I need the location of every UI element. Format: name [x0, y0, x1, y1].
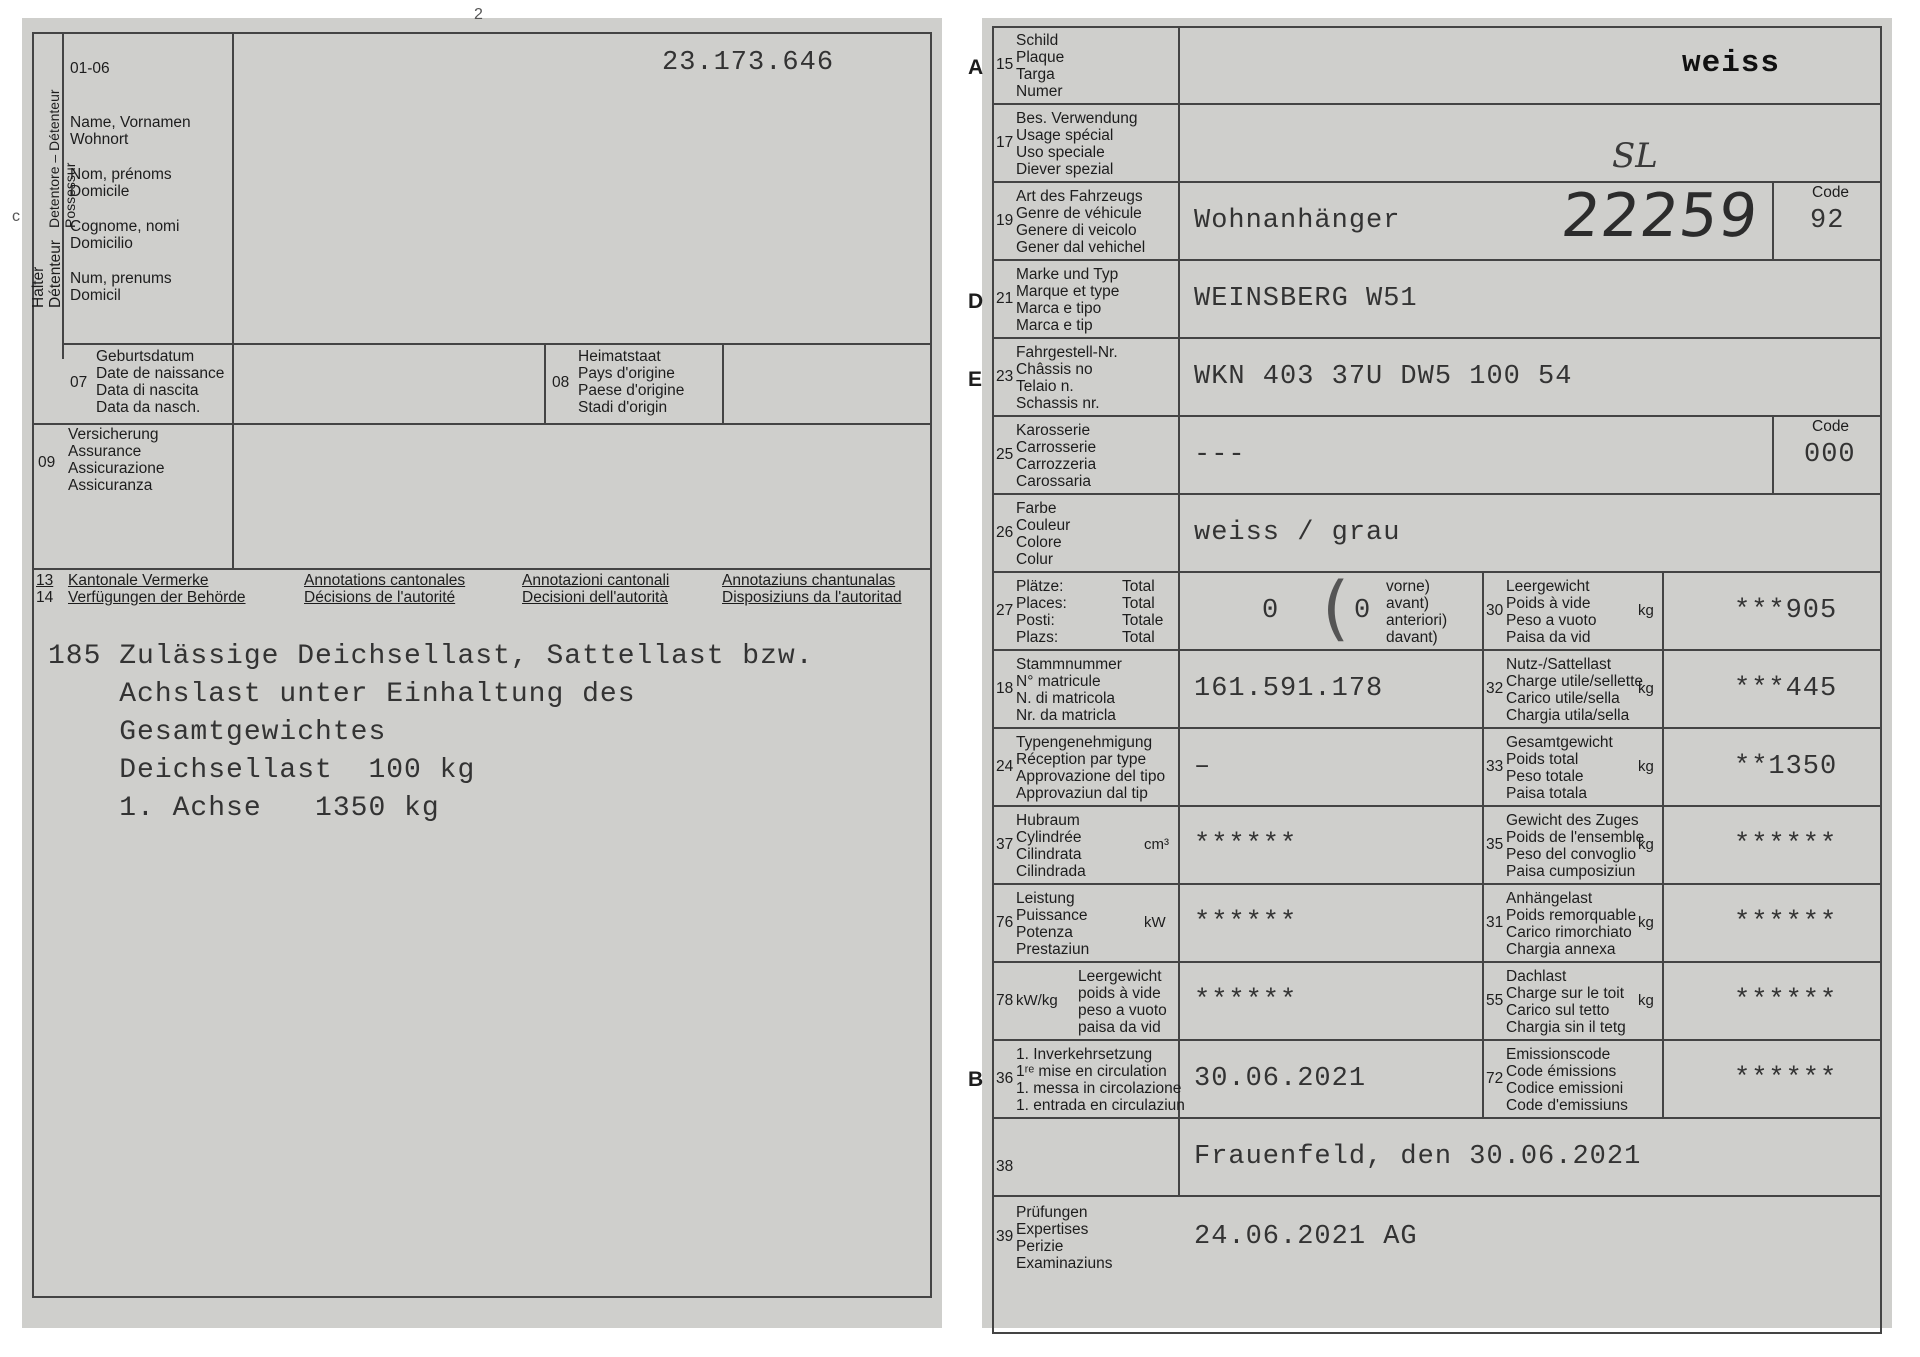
color-label: Farbe Couleur Colore Colur: [1016, 500, 1071, 568]
unit-kg: kg: [1638, 992, 1654, 1009]
unit-cm3: cm³: [1144, 836, 1169, 853]
birthdate-label: Geburtsdatum Date de naissance Data di nascita Data da nasch.: [96, 348, 225, 416]
field-21-number: 21: [996, 290, 1014, 307]
unit-kg: kg: [1638, 836, 1654, 853]
unit-kg: kg: [1638, 602, 1654, 619]
empty-weight-value: ***905: [1734, 596, 1838, 626]
plate-value: weiss: [1682, 46, 1781, 81]
inspections-value: 24.06.2021 AG: [1194, 1222, 1418, 1252]
seats-total-label: Total Total Totale Total: [1122, 578, 1164, 646]
divider: [232, 343, 234, 423]
body-value: ---: [1194, 440, 1246, 470]
cantonal-annotations-fr: Annotations cantonales Décisions de l'autorité: [304, 572, 466, 606]
gross-weight-value: **1350: [1734, 752, 1838, 782]
body-code: 000: [1804, 440, 1856, 470]
divider: [1482, 571, 1484, 1117]
field-25-number: 25: [996, 446, 1014, 463]
unit-kg: kg: [1638, 914, 1654, 931]
seats-total-value: 0: [1262, 596, 1280, 626]
chassis-label: Fahrgestell-Nr. Châssis no Telaio n. Schassis nr.: [1016, 344, 1118, 412]
type-approval-value: –: [1194, 752, 1212, 782]
unit-kg: kg: [1638, 680, 1654, 697]
seats-front-value: 0: [1354, 596, 1372, 626]
cantonal-annotations-de: Kantonale Vermerke Verfügungen der Behörde: [68, 572, 246, 606]
vehicle-type-code: 92: [1810, 206, 1845, 236]
field-01-06-code: 01-06: [70, 60, 110, 77]
divider: [992, 259, 1882, 261]
handwritten-number: 22259: [1558, 181, 1762, 251]
divider: [992, 415, 1882, 417]
page-mark: 2: [474, 6, 483, 23]
cantonal-annotations-rm: Annotaziuns chantunalas Disposiziuns da l'autoritad: [722, 572, 902, 606]
seats-label: Plätze: Places: Posti: Plazs:: [1016, 578, 1067, 646]
master-number-value: 161.591.178: [1194, 674, 1384, 704]
vehicle-type-value: Wohnanhänger: [1194, 206, 1401, 236]
field-08-number: 08: [552, 374, 570, 391]
power-value: ******: [1194, 908, 1298, 938]
divider: [992, 1195, 1882, 1197]
divider: [1772, 181, 1774, 259]
holder-label-it: Cognome, nomi Domicilio: [70, 218, 180, 252]
body-label: Karosserie Carrosserie Carrozzeria Carossaria: [1016, 422, 1097, 490]
home-state-label: Heimatstaat Pays d'origine Paese d'origine Stadi d'origin: [578, 348, 685, 416]
field-17-number: 17: [996, 134, 1014, 151]
field-39-number: 39: [996, 1228, 1014, 1245]
train-weight-value: ******: [1734, 830, 1838, 860]
towing-load-label: Anhängelast Poids remorquable Carico rimorchiato Chargia annexa: [1506, 890, 1637, 958]
displacement-value: ******: [1194, 830, 1298, 860]
power-weight-value: ******: [1194, 986, 1298, 1016]
field-35-number: 35: [1486, 836, 1504, 853]
field-24-number: 24: [996, 758, 1014, 775]
first-registration-label: 1. Inverkehrsetzung 1ʳᵉ mise en circulation 1. messa in circolazione 1. entrada en circulaziun: [1016, 1046, 1185, 1114]
first-registration-value: 30.06.2021: [1194, 1064, 1367, 1094]
emission-code-label: Emissionscode Code émissions Codice emissioni Code d'emissiuns: [1506, 1046, 1628, 1114]
field-18-number: 18: [996, 680, 1014, 697]
holder-label-rm: Num, prenums Domicil: [70, 270, 172, 304]
empty-weight-label: Leergewicht Poids à vide Peso a vuoto Paisa da vid: [1506, 578, 1597, 646]
field-09-number: 09: [38, 454, 56, 471]
section-letter-d: D: [968, 290, 984, 313]
insurance-label: Versicherung Assurance Assicurazione Assicuranza: [68, 426, 165, 494]
divider: [232, 32, 234, 359]
divider: [544, 343, 546, 423]
divider: [992, 103, 1882, 105]
divider: [992, 1039, 1882, 1041]
roof-load-label: Dachlast Charge sur le toit Carico sul tetto Chargia sin il tetg: [1506, 968, 1626, 1036]
power-weight-label: Leergewicht poids à vide peso a vuoto paisa da vid: [1078, 968, 1167, 1036]
holder-number: 23.173.646: [662, 48, 835, 78]
emission-code-value: ******: [1734, 1064, 1838, 1094]
field-19-number: 19: [996, 212, 1014, 229]
field-14-number: 14: [36, 589, 54, 606]
right-page: [968, 18, 1892, 1328]
divider: [992, 649, 1882, 651]
divider: [992, 571, 1882, 573]
code-label: Code: [1812, 418, 1850, 435]
place-date-value: Frauenfeld, den 30.06.2021: [1194, 1142, 1642, 1172]
divider: [992, 1117, 1882, 1119]
field-72-number: 72: [1486, 1070, 1504, 1087]
field-38-number: 38: [996, 1158, 1014, 1175]
color-value: weiss / grau: [1194, 518, 1401, 548]
special-use-label: Bes. Verwendung Usage spécial Uso speciale Diever spezial: [1016, 110, 1138, 178]
unit-kw: kW: [1144, 914, 1166, 931]
field-27-number: 27: [996, 602, 1014, 619]
make-type-value: WEINSBERG W51: [1194, 284, 1418, 314]
field-78-number: 78: [996, 992, 1014, 1009]
divider: [992, 727, 1882, 729]
train-weight-label: Gewicht des Zuges Poids de l'ensemble Peso del convoglio Paisa cumposiziun: [1506, 812, 1645, 880]
divider: [992, 961, 1882, 963]
section-letter-b: B: [968, 1068, 984, 1091]
chassis-value: WKN 403 37U DW5 100 54: [1194, 362, 1573, 392]
divider: [992, 337, 1882, 339]
field-13-number: 13: [36, 572, 54, 589]
payload-label: Nutz-/Sattellast Charge utile/sellette Carico utile/sella Chargia utila/sella: [1506, 656, 1643, 724]
field-55-number: 55: [1486, 992, 1504, 1009]
section-letter-a: A: [968, 56, 984, 79]
towing-load-value: ******: [1734, 908, 1838, 938]
page-mark: c: [12, 208, 20, 225]
make-type-label: Marke und Typ Marque et type Marca e tipo Marca e tip: [1016, 266, 1120, 334]
gross-weight-label: Gesamtgewicht Poids total Peso totale Paisa totala: [1506, 734, 1613, 802]
field-33-number: 33: [1486, 758, 1504, 775]
displacement-label: Hubraum Cylindrée Cilindrata Cilindrada: [1016, 812, 1086, 880]
holder-label-de: Name, Vornamen Wohnort: [70, 114, 191, 148]
left-page: [12, 6, 942, 1328]
divider: [232, 423, 234, 568]
brace: (: [1322, 567, 1350, 649]
divider: [62, 343, 932, 345]
seats-front-label: vorne) avant) anteriori) davant): [1386, 578, 1448, 646]
divider: [722, 343, 724, 423]
code-label: Code: [1812, 184, 1850, 201]
kw-per-kg-unit: kW/kg: [1016, 992, 1058, 1009]
divider: [992, 883, 1882, 885]
divider: [1772, 415, 1774, 493]
holder-label-fr: Nom, prénoms Domicile: [70, 166, 172, 200]
holder-vertical-label-2: Detentore – Détenteur Possessur: [46, 89, 78, 228]
field-15-number: 15: [996, 56, 1014, 73]
inspections-label: Prüfungen Expertises Perizie Examinaziuns: [1016, 1204, 1113, 1272]
field-31-number: 31: [1486, 914, 1504, 931]
master-number-label: Stammnummer N° matricule N. di matricola Nr. da matricla: [1016, 656, 1122, 724]
field-32-number: 32: [1486, 680, 1504, 697]
field-26-number: 26: [996, 524, 1014, 541]
field-76-number: 76: [996, 914, 1014, 931]
handwritten-sl: SL: [1612, 136, 1658, 176]
field-23-number: 23: [996, 368, 1014, 385]
divider: [1662, 571, 1664, 1117]
plate-label: Schild Plaque Targa Numer: [1016, 32, 1065, 100]
payload-value: ***445: [1734, 674, 1838, 704]
holder-vertical-label: Halter Détenteur: [30, 239, 64, 308]
field-30-number: 30: [1486, 602, 1504, 619]
divider: [992, 805, 1882, 807]
type-approval-label: Typengenehmigung Réception par type Approvazione del tipo Approvaziun dal tip: [1016, 734, 1166, 802]
divider: [992, 493, 1882, 495]
cantonal-annotations-it: Annotazioni cantonali Decisioni dell'autorità: [522, 572, 670, 606]
power-label: Leistung Puissance Potenza Prestaziun: [1016, 890, 1090, 958]
divider: [1178, 26, 1180, 1195]
divider: [32, 423, 932, 425]
unit-kg: kg: [1638, 758, 1654, 775]
roof-load-value: ******: [1734, 986, 1838, 1016]
vehicle-type-label: Art des Fahrzeugs Genre de véhicule Genere di veicolo Gener dal vehichel: [1016, 188, 1146, 256]
field-36-number: 36: [996, 1070, 1014, 1087]
field-37-number: 37: [996, 836, 1014, 853]
field-07-number: 07: [70, 374, 88, 391]
annotation-text: 185 Zulässige Deichsellast, Sattellast bzw. Achslast unter Einhaltung des Gesamtgewichtes Deichsellast 100 kg 1. Achse 1350 kg: [48, 641, 814, 824]
section-letter-e: E: [968, 368, 983, 391]
divider: [32, 568, 932, 570]
